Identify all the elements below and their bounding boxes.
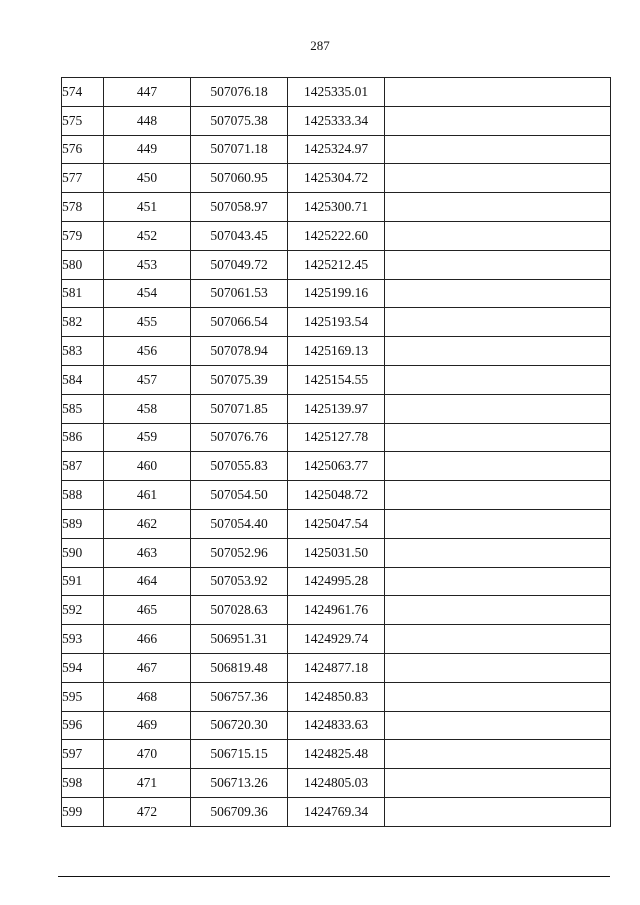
- table-row: [62, 250, 611, 279]
- table-row: [62, 711, 611, 740]
- row-number-cell: 587: [62, 452, 104, 481]
- point-number-cell: 447: [104, 78, 191, 107]
- table-row: [62, 740, 611, 769]
- y-coordinate-cell: 1425139.97: [288, 394, 385, 423]
- table-row: [62, 538, 611, 567]
- point-number-cell: 450: [104, 164, 191, 193]
- y-coordinate-cell: 1425047.54: [288, 509, 385, 538]
- note-cell: [385, 78, 611, 107]
- note-cell: [385, 221, 611, 250]
- table-row: [62, 769, 611, 798]
- note-cell: [385, 135, 611, 164]
- row-number-cell: 596: [62, 711, 104, 740]
- table-row: [62, 106, 611, 135]
- y-coordinate-cell: 1424769.34: [288, 797, 385, 826]
- table-row: [62, 797, 611, 826]
- row-number-cell: 581: [62, 279, 104, 308]
- x-coordinate-cell: 506951.31: [191, 625, 288, 654]
- note-cell: [385, 625, 611, 654]
- y-coordinate-cell: 1424850.83: [288, 682, 385, 711]
- y-coordinate-cell: 1424825.48: [288, 740, 385, 769]
- point-number-cell: 461: [104, 481, 191, 510]
- y-coordinate-cell: 1425127.78: [288, 423, 385, 452]
- point-number-cell: 459: [104, 423, 191, 452]
- table-row: [62, 164, 611, 193]
- y-coordinate-cell: 1424961.76: [288, 596, 385, 625]
- x-coordinate-cell: 507060.95: [191, 164, 288, 193]
- point-number-cell: 457: [104, 365, 191, 394]
- row-number-cell: 583: [62, 337, 104, 366]
- point-number-cell: 453: [104, 250, 191, 279]
- row-number-cell: 597: [62, 740, 104, 769]
- x-coordinate-cell: 507058.97: [191, 193, 288, 222]
- table-row: [62, 365, 611, 394]
- x-coordinate-cell: 506720.30: [191, 711, 288, 740]
- point-number-cell: 458: [104, 394, 191, 423]
- y-coordinate-cell: 1425300.71: [288, 193, 385, 222]
- y-coordinate-cell: 1425304.72: [288, 164, 385, 193]
- x-coordinate-cell: 507078.94: [191, 337, 288, 366]
- x-coordinate-cell: 506715.15: [191, 740, 288, 769]
- table-row: [62, 78, 611, 107]
- point-number-cell: 454: [104, 279, 191, 308]
- point-number-cell: 460: [104, 452, 191, 481]
- table-row: [62, 394, 611, 423]
- note-cell: [385, 682, 611, 711]
- point-number-cell: 466: [104, 625, 191, 654]
- row-number-cell: 593: [62, 625, 104, 654]
- point-number-cell: 471: [104, 769, 191, 798]
- y-coordinate-cell: 1425154.55: [288, 365, 385, 394]
- x-coordinate-cell: 507049.72: [191, 250, 288, 279]
- row-number-cell: 595: [62, 682, 104, 711]
- table-row: [62, 509, 611, 538]
- coordinates-table: [61, 77, 611, 827]
- point-number-cell: 467: [104, 653, 191, 682]
- footer-rule: [58, 876, 610, 877]
- note-cell: [385, 250, 611, 279]
- row-number-cell: 582: [62, 308, 104, 337]
- note-cell: [385, 423, 611, 452]
- note-cell: [385, 164, 611, 193]
- y-coordinate-cell: 1425169.13: [288, 337, 385, 366]
- note-cell: [385, 509, 611, 538]
- table-row: [62, 567, 611, 596]
- x-coordinate-cell: 507028.63: [191, 596, 288, 625]
- point-number-cell: 470: [104, 740, 191, 769]
- y-coordinate-cell: 1425324.97: [288, 135, 385, 164]
- y-coordinate-cell: 1425333.34: [288, 106, 385, 135]
- point-number-cell: 462: [104, 509, 191, 538]
- point-number-cell: 469: [104, 711, 191, 740]
- row-number-cell: 584: [62, 365, 104, 394]
- note-cell: [385, 769, 611, 798]
- x-coordinate-cell: 507052.96: [191, 538, 288, 567]
- x-coordinate-cell: 507043.45: [191, 221, 288, 250]
- y-coordinate-cell: 1424805.03: [288, 769, 385, 798]
- note-cell: [385, 106, 611, 135]
- point-number-cell: 472: [104, 797, 191, 826]
- x-coordinate-cell: 507071.85: [191, 394, 288, 423]
- x-coordinate-cell: 507066.54: [191, 308, 288, 337]
- y-coordinate-cell: 1424877.18: [288, 653, 385, 682]
- table-row: [62, 481, 611, 510]
- table-row: [62, 279, 611, 308]
- note-cell: [385, 797, 611, 826]
- table-row: [62, 337, 611, 366]
- note-cell: [385, 567, 611, 596]
- y-coordinate-cell: 1425212.45: [288, 250, 385, 279]
- point-number-cell: 456: [104, 337, 191, 366]
- row-number-cell: 590: [62, 538, 104, 567]
- point-number-cell: 449: [104, 135, 191, 164]
- note-cell: [385, 711, 611, 740]
- row-number-cell: 592: [62, 596, 104, 625]
- table-body: [62, 78, 611, 827]
- point-number-cell: 451: [104, 193, 191, 222]
- table-row: [62, 596, 611, 625]
- point-number-cell: 465: [104, 596, 191, 625]
- x-coordinate-cell: 507076.76: [191, 423, 288, 452]
- y-coordinate-cell: 1424833.63: [288, 711, 385, 740]
- note-cell: [385, 481, 611, 510]
- row-number-cell: 588: [62, 481, 104, 510]
- y-coordinate-cell: 1425031.50: [288, 538, 385, 567]
- note-cell: [385, 596, 611, 625]
- point-number-cell: 468: [104, 682, 191, 711]
- row-number-cell: 586: [62, 423, 104, 452]
- row-number-cell: 598: [62, 769, 104, 798]
- row-number-cell: 585: [62, 394, 104, 423]
- y-coordinate-cell: 1425193.54: [288, 308, 385, 337]
- note-cell: [385, 452, 611, 481]
- y-coordinate-cell: 1425199.16: [288, 279, 385, 308]
- table-row: [62, 423, 611, 452]
- note-cell: [385, 740, 611, 769]
- x-coordinate-cell: 507071.18: [191, 135, 288, 164]
- row-number-cell: 578: [62, 193, 104, 222]
- x-coordinate-cell: 507055.83: [191, 452, 288, 481]
- note-cell: [385, 337, 611, 366]
- table-row: [62, 682, 611, 711]
- row-number-cell: 580: [62, 250, 104, 279]
- x-coordinate-cell: 507076.18: [191, 78, 288, 107]
- x-coordinate-cell: 506709.36: [191, 797, 288, 826]
- y-coordinate-cell: 1424929.74: [288, 625, 385, 654]
- x-coordinate-cell: 507053.92: [191, 567, 288, 596]
- y-coordinate-cell: 1425063.77: [288, 452, 385, 481]
- x-coordinate-cell: 507054.40: [191, 509, 288, 538]
- point-number-cell: 464: [104, 567, 191, 596]
- point-number-cell: 463: [104, 538, 191, 567]
- row-number-cell: 577: [62, 164, 104, 193]
- table-row: [62, 221, 611, 250]
- row-number-cell: 574: [62, 78, 104, 107]
- note-cell: [385, 308, 611, 337]
- table-row: [62, 193, 611, 222]
- note-cell: [385, 279, 611, 308]
- row-number-cell: 575: [62, 106, 104, 135]
- x-coordinate-cell: 507075.39: [191, 365, 288, 394]
- point-number-cell: 448: [104, 106, 191, 135]
- note-cell: [385, 365, 611, 394]
- table-row: [62, 308, 611, 337]
- x-coordinate-cell: 507061.53: [191, 279, 288, 308]
- note-cell: [385, 193, 611, 222]
- note-cell: [385, 653, 611, 682]
- table-row: [62, 135, 611, 164]
- table-row: [62, 452, 611, 481]
- y-coordinate-cell: 1425048.72: [288, 481, 385, 510]
- page-number: 287: [310, 38, 330, 53]
- row-number-cell: 589: [62, 509, 104, 538]
- row-number-cell: 591: [62, 567, 104, 596]
- row-number-cell: 599: [62, 797, 104, 826]
- point-number-cell: 455: [104, 308, 191, 337]
- table-row: [62, 625, 611, 654]
- note-cell: [385, 538, 611, 567]
- row-number-cell: 579: [62, 221, 104, 250]
- x-coordinate-cell: 506757.36: [191, 682, 288, 711]
- table-row: [62, 653, 611, 682]
- point-number-cell: 452: [104, 221, 191, 250]
- y-coordinate-cell: 1425335.01: [288, 78, 385, 107]
- x-coordinate-cell: 507075.38: [191, 106, 288, 135]
- row-number-cell: 594: [62, 653, 104, 682]
- note-cell: [385, 394, 611, 423]
- y-coordinate-cell: 1424995.28: [288, 567, 385, 596]
- y-coordinate-cell: 1425222.60: [288, 221, 385, 250]
- row-number-cell: 576: [62, 135, 104, 164]
- x-coordinate-cell: 507054.50: [191, 481, 288, 510]
- x-coordinate-cell: 506819.48: [191, 653, 288, 682]
- x-coordinate-cell: 506713.26: [191, 769, 288, 798]
